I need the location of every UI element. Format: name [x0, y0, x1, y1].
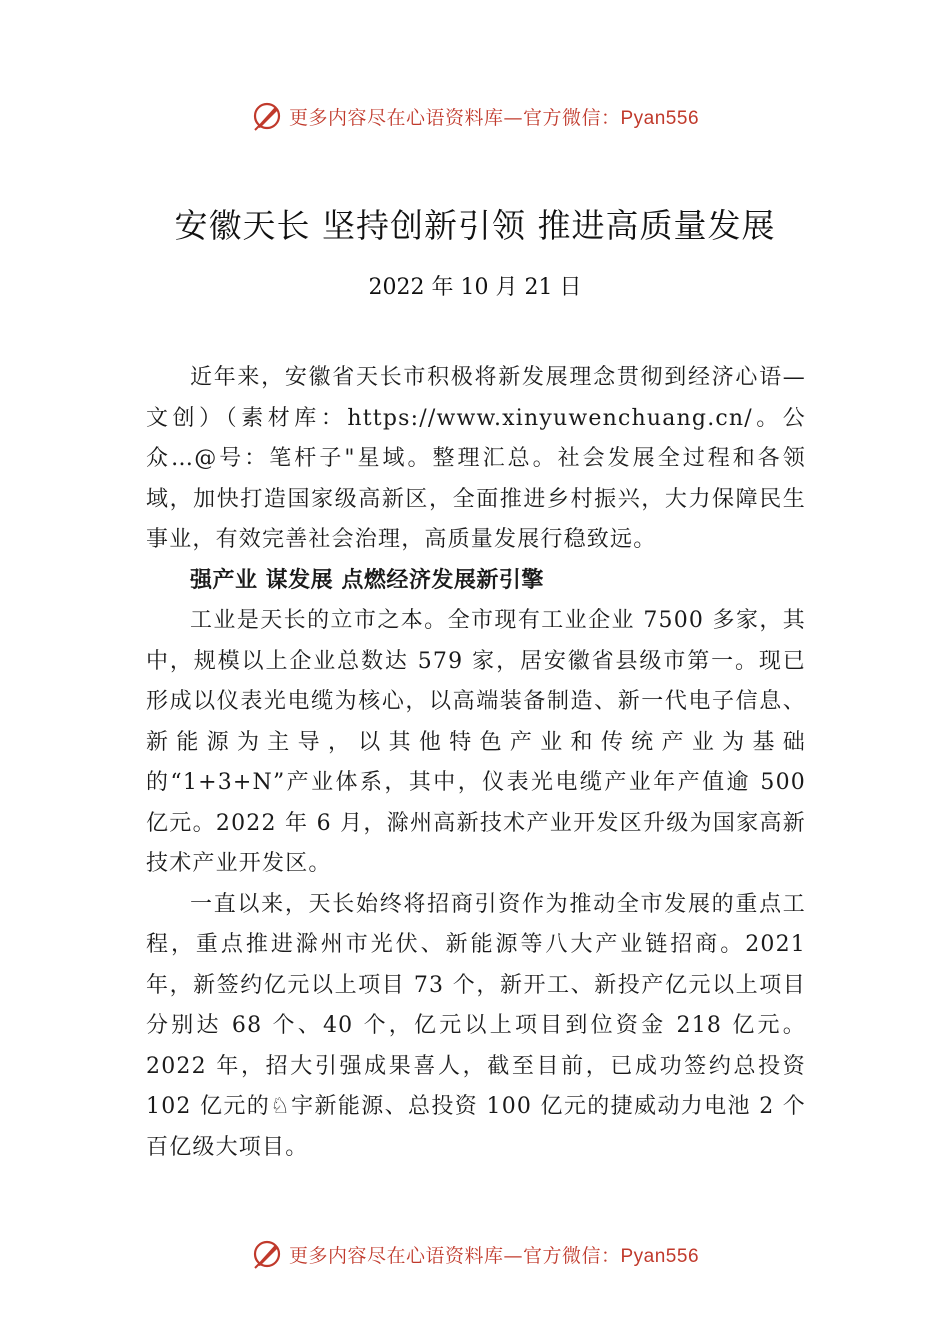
footer-watermark — [0, 1234, 950, 1274]
watermark-text — [289, 103, 699, 130]
document-title: 安徽天长 坚持创新引领 推进高质量发展 — [174, 206, 776, 245]
watermark-id: Pyan556 — [620, 107, 700, 129]
document-body — [146, 358, 806, 1168]
quill-logo-icon — [251, 1238, 283, 1270]
watermark-main: 更多内容尽在心语资料库— — [288, 1244, 523, 1267]
paragraph-industry: 工业是天长的立市之本。全市现有工业企业 7500 多家，其中，规模以上企业总数达 579 家，居安徽省县级市第一。现已形成以仪表光电缆为核心，以高端装备制造、新一代电子信息、新能源为主导，以其他特色产业和传统产业为基础的“1+3+N”产业体系，其中，仪表光电缆产业年产值逾 500 亿元。2022 年 6 月，滁州高新技术产业开发区升级为国家高新技术产业开发区。 — [146, 608, 806, 876]
paragraph-intro: 近年来，安徽省天长市积极将新发展理念贯彻到经济心语—文创）（素材库：https://www.xinyuwenchuang.cn/。公众…@号：笔杆子"星域。整理汇总。社会发展全过程和各领域，加快打造国家级高新区，全面推进乡村振兴，大力保障民生事业，有效完善社会治理，高质量发展行稳致远。 — [146, 365, 806, 552]
header-watermark — [0, 96, 950, 136]
document-date: 2022 年 10 月 21 日 — [368, 275, 582, 300]
watermark-text — [289, 1241, 699, 1268]
watermark-sub: 官方微信： — [522, 106, 621, 129]
watermark-id: Pyan556 — [620, 1245, 700, 1267]
quill-logo-icon — [251, 100, 283, 132]
watermark-sub: 官方微信： — [522, 1244, 621, 1267]
paragraph-investment: 一直以来，天长始终将招商引资作为推动全市发展的重点工程，重点推进滁州市光伏、新能源等八大产业链招商。2021 年，新签约亿元以上项目 73 个，新开工、新投产亿元以上项目分别达 68 个、40 个，亿元以上项目到位资金 218 亿元。2022 年，招大引强成果喜人，截至目前，已成功签约总投资 102 亿元的♘宇新能源、总投资 100 亿元的捷威动力电池 2 个百亿级大项目。 — [146, 891, 806, 1160]
watermark-main: 更多内容尽在心语资料库— — [288, 106, 523, 129]
section-heading: 强产业 谋发展 点燃经济发展新引擎 — [190, 567, 544, 593]
